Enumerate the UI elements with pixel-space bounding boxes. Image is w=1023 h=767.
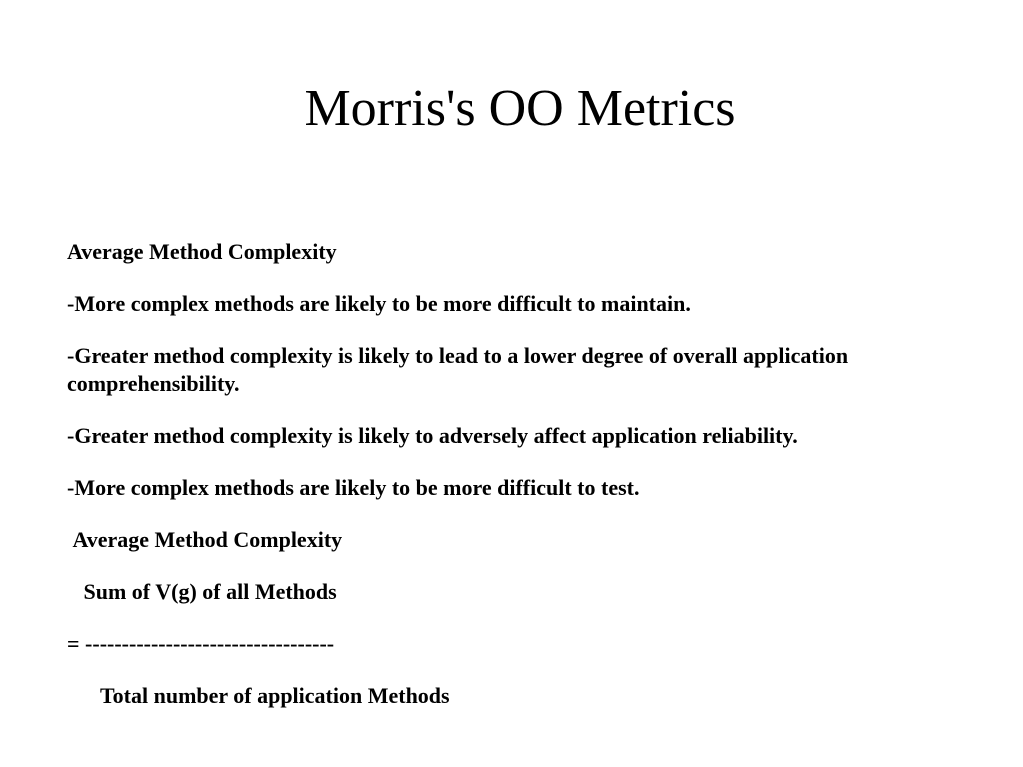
bullet-comprehensibility: -Greater method complexity is likely to lead to a lower degree of overall application comprehensibility. <box>67 343 854 396</box>
formula-numerator: Sum of V(g) of all Methods <box>67 579 337 604</box>
formula-label: Average Method Complexity <box>67 527 343 552</box>
formula-divider: = ---------------------------------- <box>67 631 335 656</box>
slide-body <box>67 238 967 734</box>
formula-denominator: Total number of application Methods <box>67 683 450 708</box>
slide-title: Morris's OO Metrics <box>304 80 736 137</box>
bullet-maintainability: -More complex methods are likely to be more difficult to maintain. <box>67 291 691 316</box>
heading-average-method-complexity: Average Method Complexity <box>67 239 337 264</box>
bullet-testability: -More complex methods are likely to be more difficult to test. <box>67 475 640 500</box>
bullet-reliability: -Greater method complexity is likely to adversely affect application reliability. <box>67 423 798 448</box>
